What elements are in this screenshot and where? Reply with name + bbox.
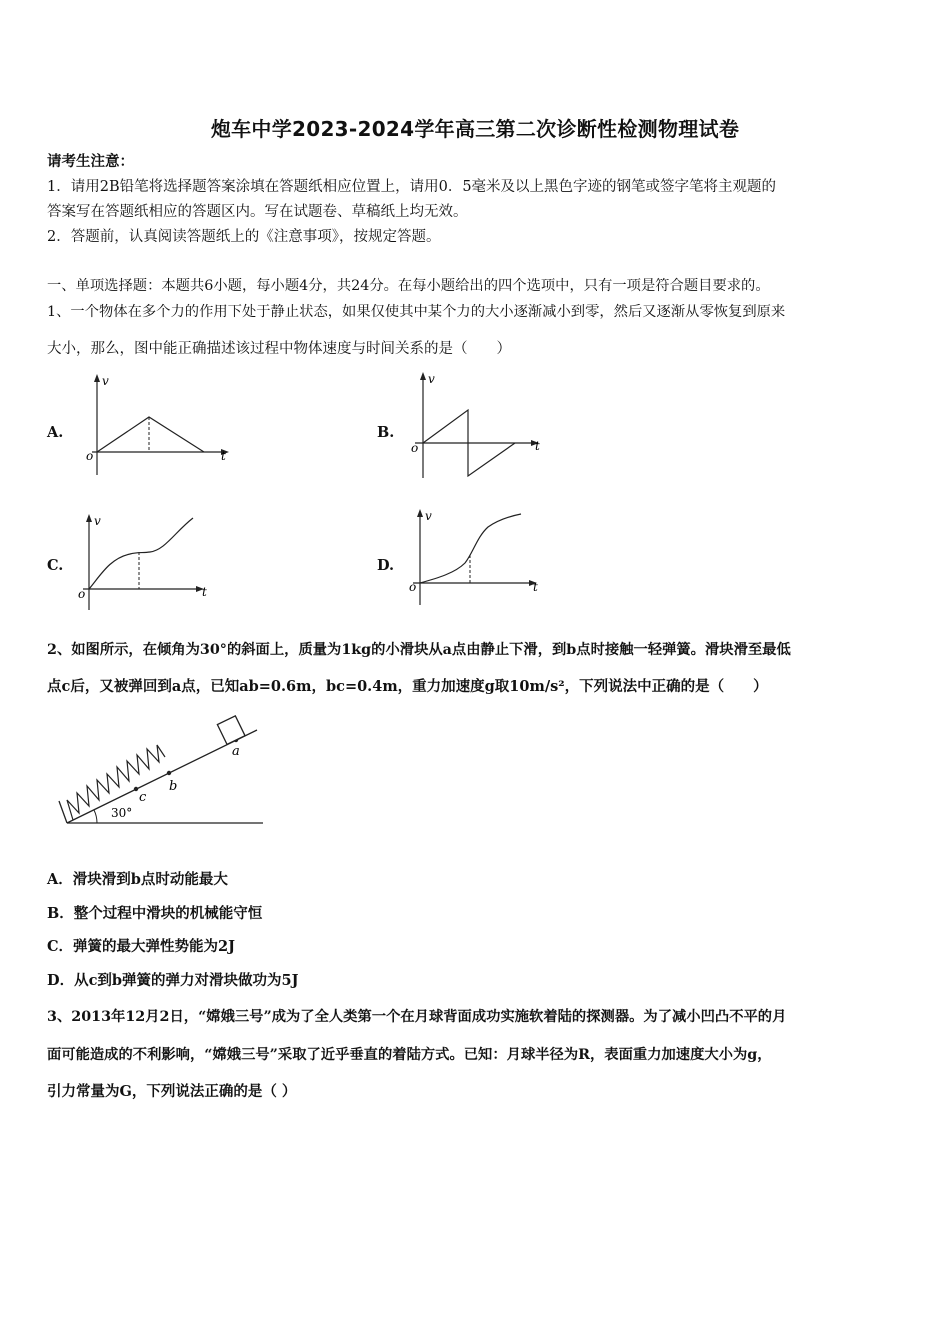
graph-d-t-label: t bbox=[533, 580, 538, 594]
graph-c-t-label: t bbox=[202, 585, 207, 599]
incline-figure bbox=[55, 705, 270, 830]
option-d-label: D. bbox=[377, 557, 395, 574]
question-2-option-d: D．从c到b弹簧的弹力对滑块做功为5J bbox=[47, 972, 299, 989]
option-b-label: B. bbox=[377, 424, 395, 441]
graph-b-t-label: t bbox=[535, 439, 540, 453]
question-1-line-2: 大小，那么，图中能正确描述该过程中物体速度与时间关系的是（ ） bbox=[47, 341, 511, 357]
graph-b-origin-label: o bbox=[411, 441, 419, 455]
graph-a bbox=[80, 370, 240, 480]
point-c-label: c bbox=[139, 790, 147, 805]
graph-a-t-label: t bbox=[221, 449, 226, 463]
point-a-label: a bbox=[232, 744, 240, 759]
notice-heading: 请考生注意： bbox=[47, 153, 134, 170]
graph-c-v-label: v bbox=[94, 514, 101, 528]
question-2-line-2: 点c后，又被弹回到a点，已知ab=0.6m，bc=0.4m，重力加速度g取10m/s²，下列说法中正确的是（ ） bbox=[47, 678, 768, 695]
notice-item-2: 2．答题前，认真阅读答题纸上的《注意事项》，按规定答题。 bbox=[47, 229, 441, 245]
notice-item-1-line-2: 答案写在答题纸相应的答题区内。写在试题卷、草稿纸上均无效。 bbox=[47, 204, 468, 220]
incline-angle-label: 30° bbox=[111, 806, 133, 820]
question-3-line-2: 面可能造成的不利影响，“嫦娥三号”采取了近乎垂直的着陆方式。已知：月球半径为R，表面重力加速度大小为g， bbox=[47, 1047, 772, 1063]
point-b-label: b bbox=[169, 779, 178, 794]
question-2-option-c: C．弹簧的最大弹性势能为2J bbox=[47, 938, 235, 955]
graph-d-v-label: v bbox=[425, 509, 432, 523]
notice-item-1-line-1: 1．请用2B铅笔将选择题答案涂填在答题纸相应位置上，请用0．5毫米及以上黑色字迹的钢笔或签字笔将主观题的 bbox=[47, 179, 777, 195]
question-3-line-1: 3、2013年12月2日，“嫦娥三号”成为了全人类第一个在月球背面成功实施软着陆的探测器。为了减小凹凸不平的月 bbox=[47, 1009, 787, 1025]
graph-d bbox=[403, 505, 553, 610]
graph-a-origin-label: o bbox=[86, 449, 94, 463]
graph-c bbox=[75, 510, 225, 615]
graph-b bbox=[405, 368, 555, 483]
graph-b-v-label: v bbox=[428, 372, 435, 386]
graph-c-origin-label: o bbox=[78, 587, 86, 601]
question-2-option-b: B．整个过程中滑块的机械能守恒 bbox=[47, 905, 263, 922]
graph-d-origin-label: o bbox=[409, 580, 417, 594]
page-title: 炮车中学2023-2024学年高三第二次诊断性检测物理试卷 bbox=[210, 117, 740, 141]
option-a-label: A. bbox=[47, 424, 64, 441]
question-3-line-3: 引力常量为G，下列说法正确的是（ ） bbox=[47, 1083, 297, 1100]
question-2-line-1: 2、如图所示，在倾角为30°的斜面上，质量为1kg的小滑块从a点由静止下滑，到b点时接触一轻弹簧。滑块滑至最低 bbox=[47, 642, 791, 658]
question-1-line-1: 1、一个物体在多个力的作用下处于静止状态，如果仅使其中某个力的大小逐渐减小到零，然后又逐渐从零恢复到原来 bbox=[47, 304, 786, 320]
option-c-label: C. bbox=[47, 557, 64, 574]
section-heading: 一、单项选择题：本题共6小题，每小题4分，共24分。在每小题给出的四个选项中，只有一项是符合题目要求的。 bbox=[47, 278, 770, 294]
question-2-option-a: A．滑块滑到b点时动能最大 bbox=[47, 871, 228, 888]
graph-a-v-label: v bbox=[102, 374, 109, 388]
